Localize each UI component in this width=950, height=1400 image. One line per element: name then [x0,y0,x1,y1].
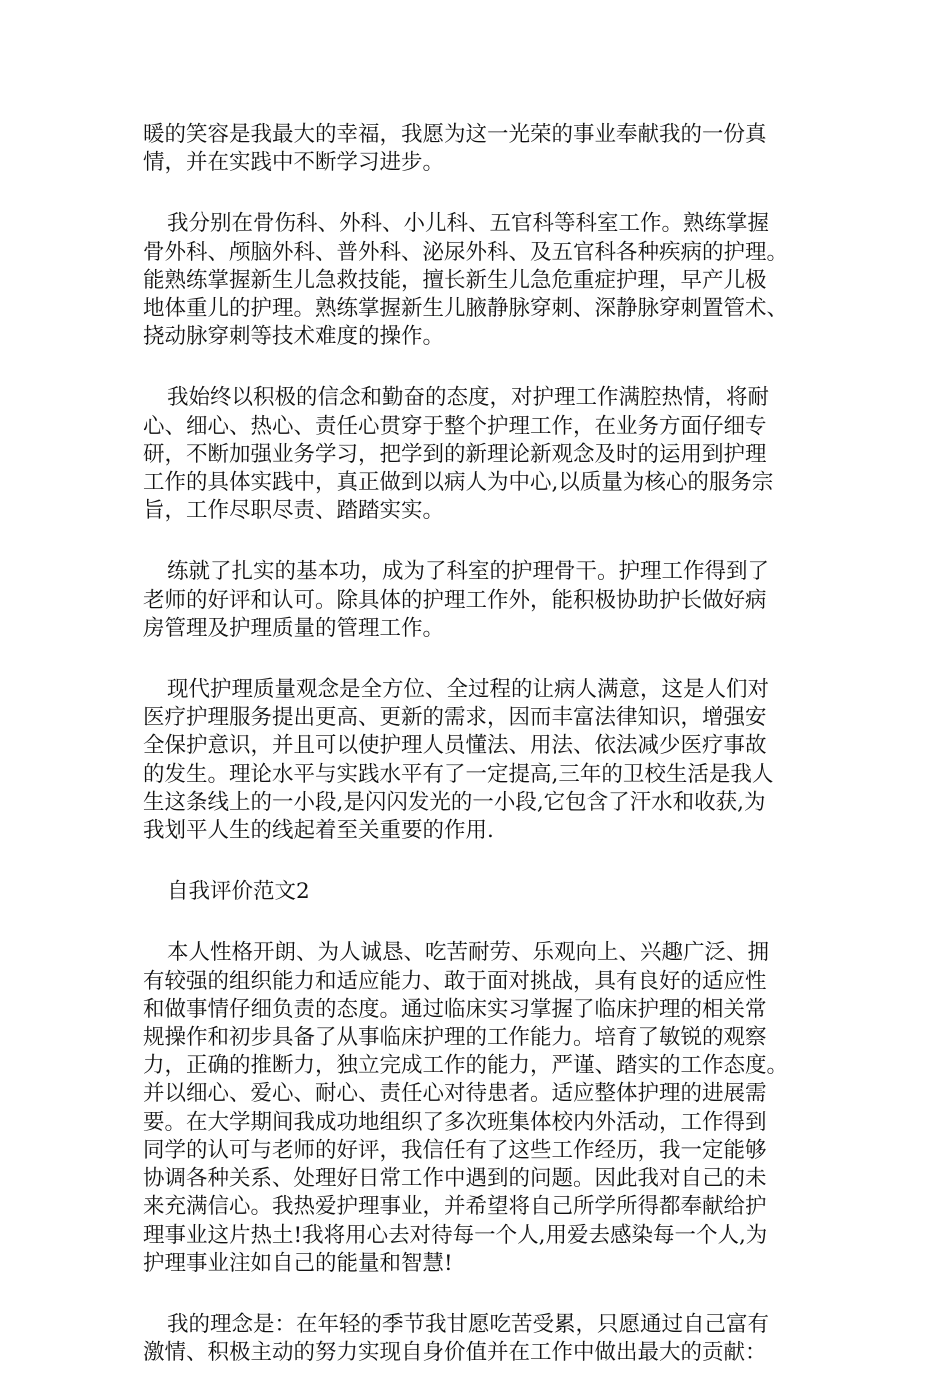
text-line: 有较强的组织能力和适应能力、敢于面对挑战，具有良好的适应性 [143,968,767,994]
text-line: 我始终以积极的信念和勤奋的态度，对护理工作满腔热情，将耐 [167,385,770,411]
section-heading [143,878,833,906]
text-line: 力，正确的推断力，独立完成工作的能力，严谨、踏实的工作态度。 [143,1053,789,1079]
text-line: 本人性格开朗、为人诚恳、吃苦耐劳、乐观向上、兴趣广泛、拥 [167,940,770,966]
text-line: 护理事业注如自己的能量和智慧! [143,1250,453,1276]
text-line: 要。在大学期间我成功地组织了多次班集体校内外活动，工作得到 [143,1109,767,1135]
text-line: 研，不断加强业务学习，把学到的新理论新观念及时的运用到护理 [143,441,767,467]
text-line: 地体重儿的护理。熟练掌握新生儿腋静脉穿刺、深静脉穿刺置管术、 [143,296,789,322]
text-line: 规操作和初步具备了从事临床护理的工作能力。培育了敏锐的观察 [143,1025,767,1051]
text-line: 医疗护理服务提出更高、更新的需求，因而丰富法律知识，增强安 [143,705,767,731]
text-line: 心、细心、热心、责任心贯穿于整个护理工作，在业务方面仔细专 [143,413,767,439]
text-line: 老师的好评和认可。除具体的护理工作外，能积极协助护长做好病 [143,587,767,613]
text-line: 协调各种关系、处理好日常工作中遇到的问题。因此我对自己的未 [143,1166,767,1192]
text-line: 同学的认可与老师的好评，我信任有了这些工作经历，我一定能够 [143,1137,767,1163]
text-line: 现代护理质量观念是全方位、全过程的让病人满意，这是人们对 [167,677,770,703]
paragraph [143,384,833,525]
paragraph [143,210,833,351]
text-line: 生这条线上的一小段,是闪闪发光的一小段,它包含了汗水和收获,为 [143,789,766,815]
text-line: 练就了扎实的基本功，成为了科室的护理骨干。护理工作得到了 [167,559,770,585]
text-line: 房管理及护理质量的管理工作。 [143,615,445,641]
text-line: 我划平人生的线起着至关重要的作用. [143,818,494,844]
paragraph [143,939,833,1277]
text-line: 激情、积极主动的努力实现自身价值并在工作中做出最大的贡献： [143,1340,767,1366]
text-line: 来充满信心。我热爱护理事业，并希望将自己所学所得都奉献给护 [143,1194,767,1220]
text-line: 全保护意识，并且可以使护理人员懂法、用法、依法减少医疗事故 [143,733,767,759]
paragraph [143,1311,833,1367]
text-line: 我的理念是：在年轻的季节我甘愿吃苦受累，只愿通过自己富有 [167,1311,770,1337]
text-line: 自我评价范文2 [167,879,310,905]
text-line: 和做事情仔细负责的态度。通过临床实习掌握了临床护理的相关常 [143,996,767,1022]
text-line: 情，并在实践中不断学习进步。 [143,150,445,176]
document-body [143,121,833,1400]
text-line: 我分别在骨伤科、外科、小儿科、五官科等科室工作。熟练掌握 [167,211,770,237]
paragraph [143,558,833,643]
text-line: 的发生。理论水平与实践水平有了一定提高,三年的卫校生活是我人 [143,761,774,787]
text-line: 工作的具体实践中，真正做到以病人为中心,以质量为核心的服务宗 [143,470,774,496]
paragraph [143,676,833,845]
text-line: 骨外科、颅脑外科、普外科、泌尿外科、及五官科各种疾病的护理。 [143,239,789,265]
text-line: 能熟练掌握新生儿急救技能，擅长新生儿急危重症护理，早产儿极 [143,267,767,293]
text-line: 暖的笑容是我最大的幸福，我愿为这一光荣的事业奉献我的一份真 [143,122,767,147]
text-line: 理事业这片热土!我将用心去对待每一个人,用爱去感染每一个人,为 [143,1222,768,1248]
text-line: 旨，工作尽职尽责、踏踏实实。 [143,498,445,524]
text-line: 并以细心、爱心、耐心、责任心对待患者。适应整体护理的进展需 [143,1081,767,1107]
paragraph [143,121,833,177]
text-line: 挠动脉穿刺等技术难度的操作。 [143,324,445,350]
